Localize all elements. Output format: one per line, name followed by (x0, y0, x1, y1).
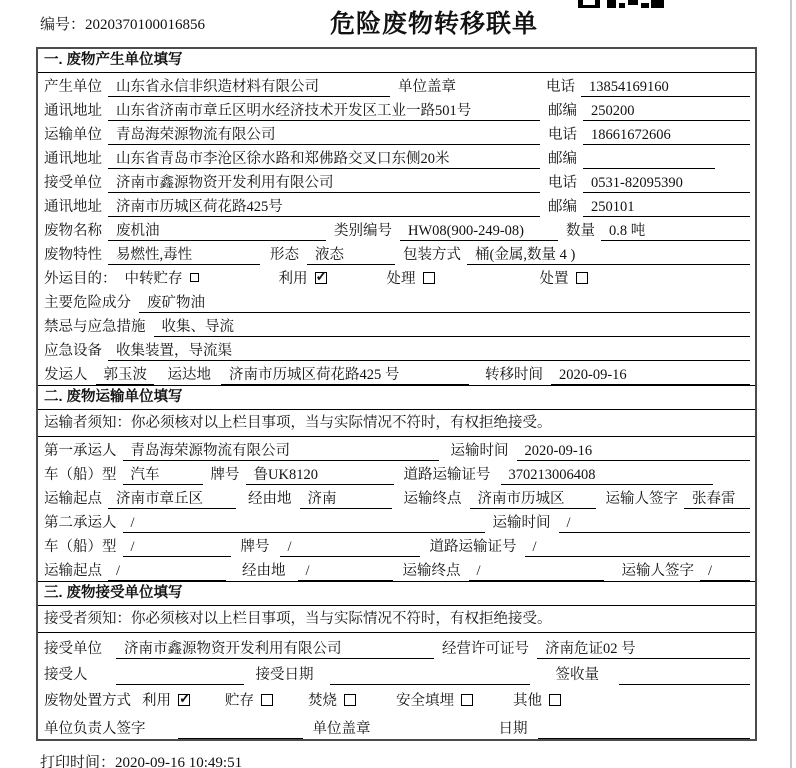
accept-unit-value: 济南市鑫源物资开发利用有限公司 (116, 639, 434, 659)
row-vehicle2 (38, 533, 755, 557)
serial-label: 编号： (40, 17, 86, 33)
row-acceptor (38, 659, 755, 685)
producer-label: 产生单位 (44, 79, 102, 95)
route-via-label: 经由地 (242, 563, 286, 579)
row-carrier1 (38, 437, 755, 461)
section2-title: 二. 废物运输单位填写 (38, 385, 755, 410)
route-via-label: 经由地 (248, 491, 292, 507)
receiver-zip: 250101 (583, 197, 750, 217)
address-label: 通讯地址 (44, 199, 102, 215)
carrier-sign-label: 运输人签字 (621, 563, 694, 579)
transport-time-value: 2020-09-16 (517, 441, 751, 461)
transporter-phone: 18661672606 (583, 125, 750, 145)
phone-label: 电话 (548, 175, 577, 191)
category-code: HW08(900-249-08) (400, 221, 558, 241)
receiver-phone: 0531-82095390 (583, 173, 750, 193)
character-label: 废物特性 (44, 247, 102, 263)
route-start-value: / (108, 561, 226, 581)
plate-value: / (280, 537, 420, 557)
carrier-sign-label: 运输人签字 (605, 491, 678, 507)
section1-title: 一. 废物产生单位填写 (38, 49, 755, 73)
waste-name: 废机油 (108, 221, 326, 241)
route-start-label: 运输起点 (44, 491, 102, 507)
transfer-time-value: 2020-09-16 (551, 365, 750, 385)
qr-module (607, 0, 616, 8)
license-label: 经营许可证号 (442, 641, 529, 657)
zip-label: 邮编 (548, 151, 577, 167)
zip-label: 邮编 (548, 103, 577, 119)
quantity-value: 0.8 吨 (601, 221, 750, 241)
transport-time-label: 运输时间 (450, 443, 509, 459)
manifest-form (36, 47, 757, 741)
quantity-label: 数量 (566, 223, 595, 239)
acceptor-value (116, 665, 244, 685)
permit-label: 道路运输证号 (429, 539, 517, 555)
transporter-notice: 运输者须知：你必须核对以上栏目事项，当与实际情况不符时，有权拒绝接受。 (38, 410, 755, 437)
purpose-label: 外运目的： (44, 271, 117, 287)
vehicle-type-value: 汽车 (123, 465, 203, 485)
checkbox-treat (423, 272, 435, 284)
sign-qty-value (619, 665, 750, 685)
checkbox-transfer-storage (190, 273, 199, 282)
transporter-label: 运输单位 (44, 127, 102, 143)
address-label: 通讯地址 (44, 151, 102, 167)
option-transfer-storage: 中转贮存 (125, 269, 199, 289)
carrier1-label: 第一承运人 (44, 443, 117, 459)
sign-qty-label: 签收量 (555, 667, 599, 683)
route-end-value: / (469, 561, 604, 581)
checkbox-landfill (461, 694, 473, 706)
option-dispose: 处置 (540, 269, 588, 289)
seal-date-label: 日期 (498, 721, 528, 737)
dispatcher-name: 郭玉波 (96, 365, 154, 385)
transport-time-label: 运输时间 (492, 515, 551, 531)
equipment-label: 应急设备 (44, 343, 102, 359)
responsible-sign-label: 单位负责人签字 (44, 721, 146, 737)
row-hazard-component (38, 289, 755, 313)
row-transporter (38, 121, 755, 145)
vehicle-type-label: 车（船）型 (44, 539, 117, 555)
option-utilize: 利用 ✓ (142, 691, 190, 711)
print-time-value: 2020-09-16 10:49:51 (115, 755, 243, 768)
acceptor-label: 接受人 (44, 667, 88, 683)
emergency-value: 收集、导流 (154, 317, 751, 337)
equipment-value: 收集装置，导流渠 (108, 341, 750, 361)
row-carrier2 (38, 509, 755, 533)
row-disposal-method (38, 685, 755, 711)
qr-module (578, 5, 600, 8)
disposal-label: 废物处置方式 (44, 693, 131, 709)
emergency-label: 禁忌与应急措施 (44, 319, 146, 335)
pack-value: 桶(金属,数量 4 ) (467, 245, 750, 265)
option-store: 贮存 (225, 691, 273, 711)
transport-time-value: / (559, 513, 751, 533)
hazard-value: 废矿物油 (139, 293, 750, 313)
serial-number-line (40, 13, 205, 34)
transporter-address: 山东省青岛市李沧区徐水路和郑佛路交叉口东侧20米 (108, 149, 540, 169)
receiver-label: 接受单位 (44, 175, 102, 191)
pack-label: 包装方式 (403, 247, 461, 263)
checkbox-incinerate (344, 694, 356, 706)
address-label: 通讯地址 (44, 103, 102, 119)
carrier2-value: / (123, 513, 485, 533)
transporter-zip (583, 149, 715, 169)
responsible-sign-value (178, 719, 303, 739)
qr-code-icon (578, 0, 664, 8)
unit-seal-label: 单位盖章 (312, 721, 371, 737)
phone-label: 电话 (546, 79, 575, 95)
row-route2 (38, 557, 755, 581)
section3-title: 三. 废物接受单位填写 (38, 581, 755, 606)
route-end-value: 济南市历城区 (470, 489, 596, 509)
page-title: 危险废物转移联单 (330, 10, 539, 38)
producer-zip: 250200 (583, 101, 750, 121)
plate-value: 鲁UK8120 (246, 465, 394, 485)
transfer-time-label: 转移时间 (485, 367, 543, 383)
qr-module (628, 0, 638, 5)
checkbox-utilize (315, 272, 327, 284)
receiver-address: 济南市历城区荷花路425号 (108, 197, 540, 217)
vehicle-type-value: / (123, 537, 231, 557)
carrier2-label: 第二承运人 (44, 515, 117, 531)
print-time-label: 打印时间： (40, 755, 116, 768)
hazard-label: 主要危险成分 (44, 295, 131, 311)
carrier-sign-value: / (700, 561, 750, 581)
producer-value: 山东省永信非织造材料有限公司 (108, 77, 390, 97)
row-responsible-signature (38, 711, 755, 739)
transporter-value: 青岛海荣源物流有限公司 (108, 125, 540, 145)
checkbox-utilize (178, 694, 190, 706)
seal-label: 单位盖章 (398, 79, 456, 95)
producer-phone: 13854169160 (581, 77, 750, 97)
plate-label: 牌号 (210, 467, 240, 483)
receiver-value: 济南市鑫源物资开发利用有限公司 (108, 173, 540, 193)
form-value: 液态 (307, 245, 395, 265)
serial-value: 2020370100016856 (85, 17, 206, 33)
row-route1 (38, 485, 755, 509)
carrier1-value: 青岛海荣源物流有限公司 (123, 441, 439, 461)
accept-date-label: 接受日期 (255, 667, 314, 683)
row-dispatch (38, 361, 755, 385)
permit-value: 370213006408 (501, 465, 713, 485)
qr-module (641, 3, 649, 8)
zip-label: 邮编 (548, 199, 577, 215)
option-other: 其他 (513, 691, 561, 711)
producer-address: 山东省济南市章丘区明水经济技术开发区工业一路501号 (108, 101, 540, 121)
row-receiver-address (38, 193, 755, 217)
vehicle-type-label: 车（船）型 (44, 467, 117, 483)
dispatcher-label: 发运人 (44, 367, 88, 383)
row-producer (38, 73, 755, 97)
row-receiver (38, 169, 755, 193)
checkbox-other (549, 694, 561, 706)
option-landfill: 安全填埋 (396, 691, 473, 711)
route-start-label: 运输起点 (44, 563, 102, 579)
license-value: 济南危证02 号 (537, 639, 750, 659)
checkbox-dispose (576, 272, 588, 284)
permit-label: 道路运输证号 (403, 467, 491, 483)
row-purpose (38, 265, 755, 289)
receiver-notice: 接受者须知：你必须核对以上栏目事项，当与实际情况不符时，有权拒绝接受。 (38, 606, 755, 633)
row-transporter-address (38, 145, 755, 169)
print-time-line (40, 751, 242, 768)
destination-value: 济南市历城区荷花路425 号 (221, 365, 469, 385)
option-treat: 处理 (387, 269, 435, 289)
option-incinerate: 焚烧 (308, 691, 356, 711)
route-start-value: 济南市章丘区 (108, 489, 236, 509)
category-label: 类别编号 (334, 223, 392, 239)
row-vehicle1 (38, 461, 755, 485)
option-utilize: 利用 ✓ (279, 269, 327, 289)
route-end-label: 运输终点 (402, 563, 461, 579)
row-accept-unit (38, 633, 755, 659)
seal-date-value (538, 719, 751, 739)
row-emergency-measures (38, 313, 755, 337)
phone-label: 电话 (548, 127, 577, 143)
route-via-value: / (298, 561, 393, 581)
row-waste-name (38, 217, 755, 241)
route-via-value: 济南 (300, 489, 392, 509)
plate-label: 牌号 (240, 539, 270, 555)
destination-label: 运达地 (167, 367, 211, 383)
character-value: 易燃性,毒性 (108, 245, 260, 265)
accept-date-value (330, 665, 530, 685)
carrier-sign-value: 张春雷 (684, 489, 750, 509)
row-waste-character (38, 241, 755, 265)
waste-name-label: 废物名称 (44, 223, 102, 239)
row-emergency-equipment (38, 337, 755, 361)
route-end-label: 运输终点 (403, 491, 462, 507)
qr-module (651, 0, 664, 8)
checkbox-store (261, 694, 273, 706)
form-label: 形态 (270, 247, 299, 263)
accept-unit-label: 接受单位 (44, 641, 102, 657)
page-right-edge (790, 0, 792, 768)
row-producer-address (38, 97, 755, 121)
qr-module (619, 3, 625, 8)
permit-value: / (525, 537, 751, 557)
